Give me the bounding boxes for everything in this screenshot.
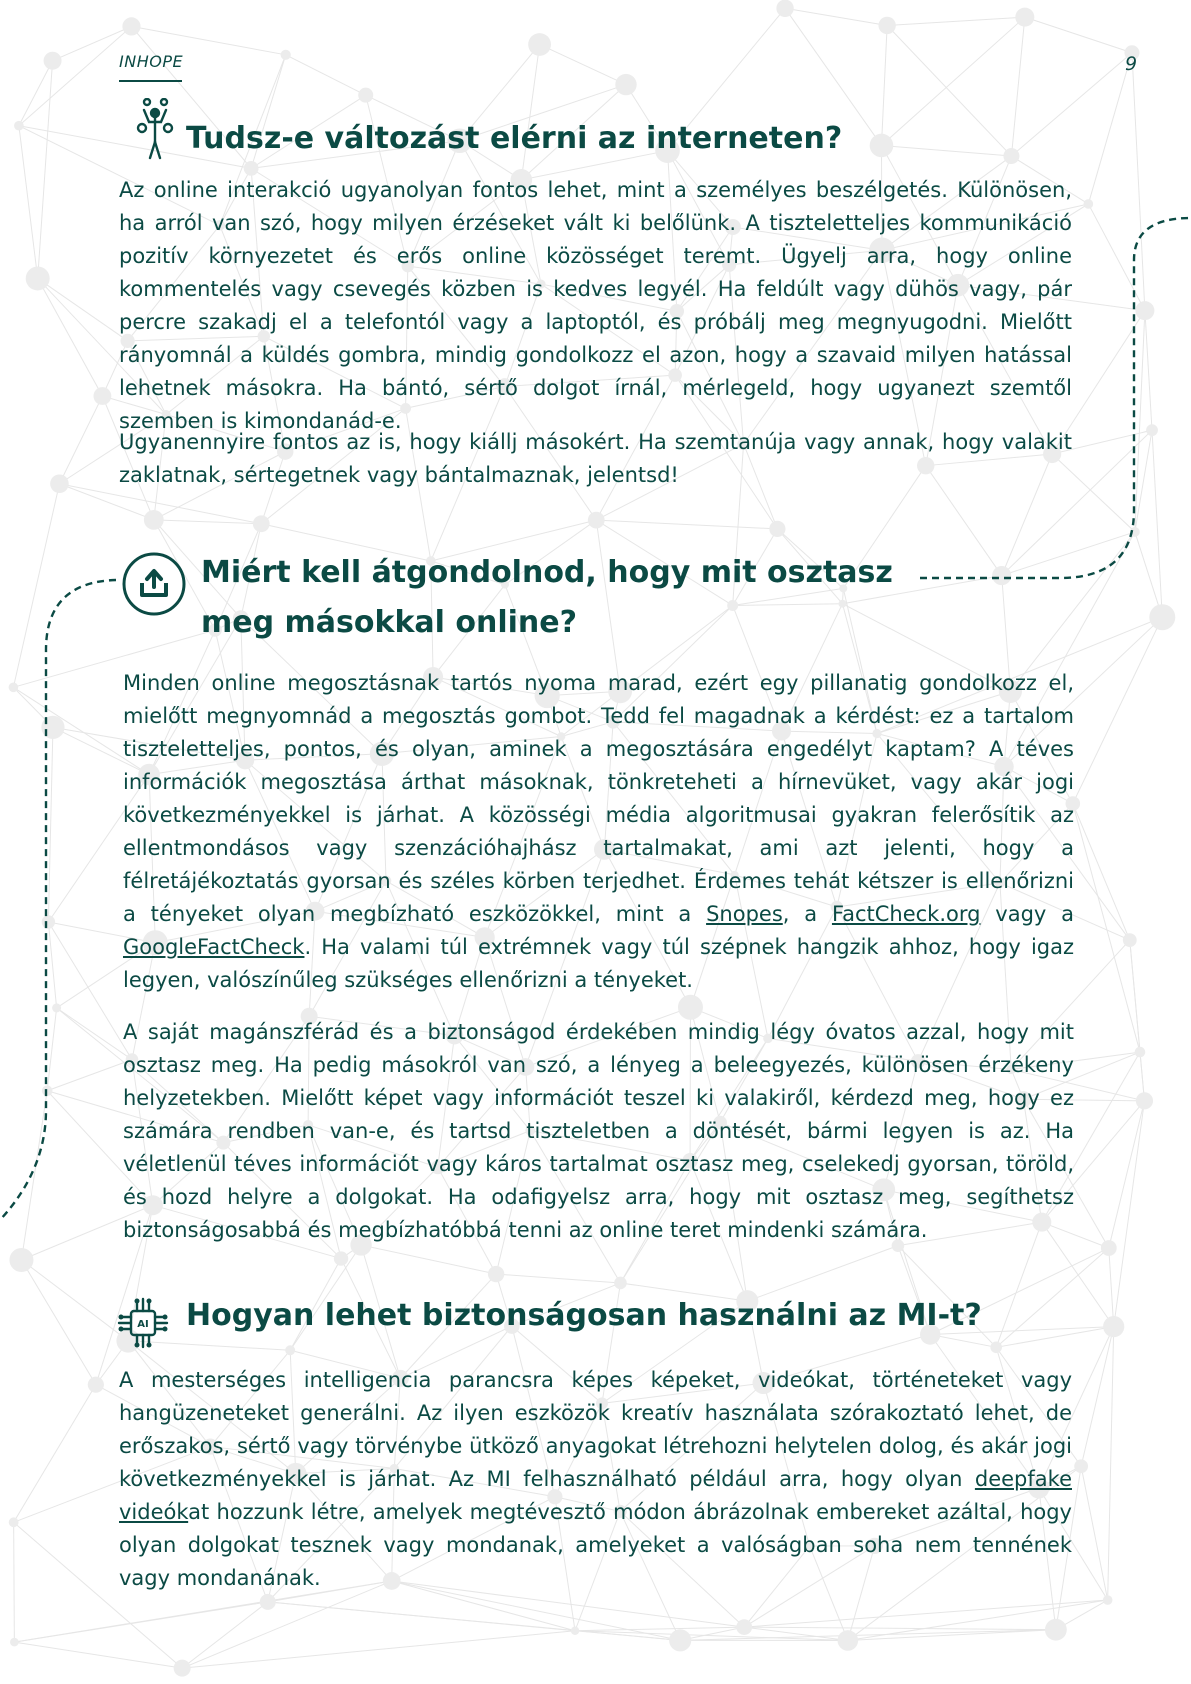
section-title-sharing: Miért kell átgondolnod, hogy mit osztasz meg másokkal online?: [201, 555, 893, 640]
link-factcheck[interactable]: FactCheck.org: [831, 902, 981, 926]
ai-text-start: A mesterséges intelligencia parancsra képes képeket, videókat, történeteket vagy hangüzeneteket generálni. Az ilyen eszközök kreatív használata szórakoztató lehet, de erőszakos, sértő vagy törvénybe ütköző anyagokat létrehozni helytelen dolog, és akár jogi következményekkel is járhat. Az MI felhasználható például arra, hogy olyan: [119, 1368, 1072, 1491]
ai-chip-label: AI: [137, 1319, 149, 1330]
link-deepfake-videos[interactable]: deepfake videók: [119, 1467, 1072, 1524]
sharing-text-end: . Ha valami túl extrémnek vagy túl szépnek hangzik ahhoz, hogy igaz legyen, valószínűleg szükséges ellenőrizni a tényeket.: [123, 935, 1074, 992]
paragraph-online-interaction: Az online interakció ugyanolyan fontos lehet, mint a személyes beszélgetés. Különösen, ha arról van szó, hogy milyen érzéseket vált ki belőlünk. A tiszteletteljes kommunikáció pozitív környezetet és erős online közösséget teremt. Ügyelj arra, hogy online kommentelés vagy csevegés közben is kedves legyél. Ha feldúlt vagy dühös vagy, pár percre szakadj el a telefontól vagy a laptoptól, és próbálj meg megnyugodni. Mielőtt rányomnál a küldés gombra, mindig gondolkozz el azon, hogy a szavaid milyen hatással lehetnek másokra. Ha bántó, sértő dolgot írnál, mérlegeld, hogy ugyanezt szemtől szemben is kimondanád-e.: [119, 178, 1072, 433]
dashed-connector-left: [0, 570, 120, 1230]
link-google-factcheck[interactable]: GoogleFactCheck: [123, 935, 305, 959]
sharing-text-start: Minden online megosztásnak tartós nyoma marad, ezért egy pillanatig gondolkozz el, mielőtt megnyomnád a megosztás gombot. Tedd fel magadnak a kérdést: ez a tartalom tiszteletteljes, pontos, és olyan, aminek a megosztására engedélyt kaptam? A téves információk megosztása árthat másoknak, tönkreteheti a hírnevüket, vagy akár jogi következményekkel is járhat. A közösségi média algoritmusai gyakran felerősítik az ellentmondásos vagy szenzációhajhász tartalmakat, ami azt jelenti, hogy a félretájékoztatás gyorsan és széles körben terjedhet. Érdemes tehát kétszer is ellenőrizni a tényeket olyan megbízható eszközökkel, mint a: [123, 671, 1074, 926]
header-rule: [119, 80, 182, 82]
sharing-separator-2: vagy a: [980, 902, 1075, 926]
paragraph-sharing: [123, 667, 1074, 997]
person-gears-icon: [134, 98, 176, 160]
sharing-separator-1: , a: [782, 902, 832, 926]
header-label: INHOPE: [119, 52, 184, 71]
section-title-change: Tudsz-e változást elérni az interneten?: [186, 121, 843, 156]
link-snopes[interactable]: Snopes: [706, 902, 783, 926]
share-upload-icon: [121, 551, 187, 617]
ai-text-end: at hozzunk létre, amelyek megtévesztő módon ábrázolnak embereket azáltal, hogy olyan dolgokat tesznek vagy mondanak, amelyeket a valóságban soha nem tennének vagy mondanának.: [119, 1500, 1072, 1590]
paragraph-ai: [119, 1364, 1072, 1595]
page-number: 9: [1125, 53, 1138, 75]
paragraph-stand-up: Ugyanennyire fontos az is, hogy kiállj másokért. Ha szemtanúja vagy annak, hogy valakit zaklatnak, sértegetnek vagy bántalmaznak, jelentsd!: [119, 430, 1072, 487]
section-title-ai: Hogyan lehet biztonságosan használni az MI-t?: [186, 1298, 982, 1333]
ai-chip-icon: [116, 1296, 170, 1350]
paragraph-privacy-consent: A saját magánszférád és a biztonságod érdekében mindig légy óvatos azzal, hogy mit osztasz meg. Ha pedig másokról van szó, a lényeg a beleegyezés, különösen érzékeny helyzetekben. Mielőtt képet vagy információt teszel ki valakiről, kérdezd meg, hogy ez számára rendben van-e, és tartsd tiszteletben a döntését, bármi legyen is az. Ha véletlenül téves információt vagy káros tartalmat osztasz meg, cselekedj gyorsan, töröld, és hozd helyre a dolgokat. Ha odafigyelsz arra, hogy mit osztasz meg, segíthetsz biztonságosabbá és megbízhatóbbá tenni az online teret mindenki számára.: [123, 1020, 1074, 1242]
